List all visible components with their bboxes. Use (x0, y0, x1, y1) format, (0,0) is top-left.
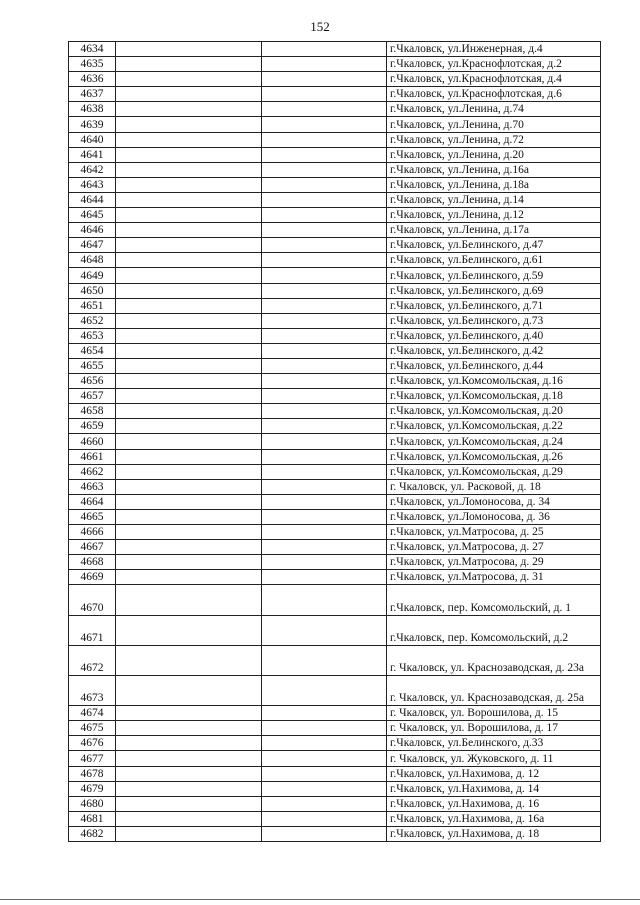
address-cell: г.Чкаловск, ул.Краснофлотская, д.2 (387, 57, 601, 72)
empty-cell (262, 268, 387, 283)
empty-cell (262, 509, 387, 524)
empty-cell (262, 645, 387, 675)
row-number-cell: 4655 (69, 358, 116, 373)
table-row (69, 177, 601, 192)
empty-cell (262, 117, 387, 132)
empty-cell (262, 525, 387, 540)
row-number-cell: 4677 (69, 751, 116, 766)
table-row (69, 811, 601, 826)
empty-cell (262, 464, 387, 479)
address-cell: г.Чкаловск, ул.Белинского, д.61 (387, 253, 601, 268)
address-cell: г.Чкаловск, ул.Белинского, д.40 (387, 328, 601, 343)
empty-cell (116, 72, 262, 87)
address-cell: г.Чкаловск, ул.Матросова, д. 27 (387, 540, 601, 555)
address-cell: г.Чкаловск, ул.Белинского, д.69 (387, 283, 601, 298)
empty-cell (116, 736, 262, 751)
address-cell: г.Чкаловск, пер. Комсомольский, д.2 (387, 615, 601, 645)
address-cell: г.Чкаловск, ул.Комсомольская, д.20 (387, 404, 601, 419)
table-row (69, 358, 601, 373)
address-cell: г.Чкаловск, ул.Комсомольская, д.24 (387, 434, 601, 449)
table-row (69, 540, 601, 555)
row-number-cell: 4649 (69, 268, 116, 283)
row-number-cell: 4657 (69, 389, 116, 404)
row-number-cell: 4680 (69, 796, 116, 811)
address-cell: г.Чкаловск, ул.Матросова, д. 31 (387, 570, 601, 585)
address-cell: г.Чкаловск, ул.Нахимова, д. 16а (387, 811, 601, 826)
address-cell: г.Чкаловск, ул.Ломоносова, д. 36 (387, 509, 601, 524)
empty-cell (262, 389, 387, 404)
address-cell: г. Чкаловск, ул. Жуковского, д. 11 (387, 751, 601, 766)
table-row (69, 87, 601, 102)
table-row (69, 615, 601, 645)
table-body (69, 42, 601, 842)
empty-cell (116, 177, 262, 192)
table-row (69, 675, 601, 705)
table-row (69, 117, 601, 132)
table-row (69, 298, 601, 313)
empty-cell (262, 283, 387, 298)
table-row (69, 766, 601, 781)
empty-cell (262, 826, 387, 841)
row-number-cell: 4676 (69, 736, 116, 751)
row-number-cell: 4660 (69, 434, 116, 449)
row-number-cell: 4638 (69, 102, 116, 117)
row-number-cell: 4667 (69, 540, 116, 555)
table-row (69, 509, 601, 524)
row-number-cell: 4671 (69, 615, 116, 645)
table-row (69, 283, 601, 298)
address-cell: г.Чкаловск, ул.Комсомольская, д.18 (387, 389, 601, 404)
empty-cell (116, 675, 262, 705)
table-row (69, 389, 601, 404)
empty-cell (262, 540, 387, 555)
row-number-cell: 4647 (69, 238, 116, 253)
address-table (68, 41, 601, 842)
address-cell: г.Чкаловск, ул.Белинского, д.33 (387, 736, 601, 751)
row-number-cell: 4651 (69, 298, 116, 313)
table-row (69, 645, 601, 675)
row-number-cell: 4636 (69, 72, 116, 87)
address-cell: г.Чкаловск, ул.Ленина, д.17а (387, 223, 601, 238)
empty-cell (262, 358, 387, 373)
address-cell: г. Чкаловск, ул. Краснозаводская, д. 23а (387, 645, 601, 675)
empty-cell (262, 147, 387, 162)
row-number-cell: 4666 (69, 525, 116, 540)
empty-cell (116, 87, 262, 102)
row-number-cell: 4662 (69, 464, 116, 479)
row-number-cell: 4653 (69, 328, 116, 343)
page-number: 152 (310, 19, 330, 34)
table-row (69, 796, 601, 811)
table-row (69, 192, 601, 207)
empty-cell (262, 57, 387, 72)
address-cell: г.Чкаловск, ул.Ленина, д.18а (387, 177, 601, 192)
empty-cell (116, 464, 262, 479)
table-row (69, 585, 601, 615)
empty-cell (116, 479, 262, 494)
empty-cell (262, 162, 387, 177)
address-cell: г.Чкаловск, ул.Матросова, д. 29 (387, 555, 601, 570)
table-row (69, 404, 601, 419)
empty-cell (116, 268, 262, 283)
address-cell: г.Чкаловск, ул.Белинского, д.47 (387, 238, 601, 253)
empty-cell (262, 781, 387, 796)
empty-cell (262, 736, 387, 751)
empty-cell (116, 811, 262, 826)
row-number-cell: 4641 (69, 147, 116, 162)
empty-cell (116, 162, 262, 177)
table-row (69, 343, 601, 358)
table-row (69, 555, 601, 570)
empty-cell (116, 766, 262, 781)
empty-cell (262, 751, 387, 766)
empty-cell (262, 313, 387, 328)
table-row (69, 449, 601, 464)
empty-cell (116, 328, 262, 343)
empty-cell (262, 585, 387, 615)
empty-cell (262, 132, 387, 147)
row-number-cell: 4642 (69, 162, 116, 177)
row-number-cell: 4639 (69, 117, 116, 132)
empty-cell (116, 132, 262, 147)
address-cell: г.Чкаловск, ул.Краснофлотская, д.4 (387, 72, 601, 87)
address-cell: г.Чкаловск, ул.Ленина, д.74 (387, 102, 601, 117)
table-row (69, 721, 601, 736)
table-row (69, 268, 601, 283)
empty-cell (116, 358, 262, 373)
row-number-cell: 4668 (69, 555, 116, 570)
empty-cell (116, 313, 262, 328)
address-cell: г.Чкаловск, ул.Краснофлотская, д.6 (387, 87, 601, 102)
bottom-rule (0, 899, 640, 900)
empty-cell (116, 102, 262, 117)
address-cell: г. Чкаловск, ул. Ворошилова, д. 15 (387, 706, 601, 721)
row-number-cell: 4665 (69, 509, 116, 524)
table-row (69, 479, 601, 494)
empty-cell (262, 675, 387, 705)
row-number-cell: 4672 (69, 645, 116, 675)
row-number-cell: 4635 (69, 57, 116, 72)
address-cell: г.Чкаловск, ул.Комсомольская, д.26 (387, 449, 601, 464)
row-number-cell: 4637 (69, 87, 116, 102)
table-row (69, 132, 601, 147)
row-number-cell: 4681 (69, 811, 116, 826)
address-cell: г.Чкаловск, ул.Белинского, д.73 (387, 313, 601, 328)
table-row (69, 238, 601, 253)
address-cell: г.Чкаловск, ул.Ленина, д.16а (387, 162, 601, 177)
empty-cell (262, 811, 387, 826)
table-row (69, 374, 601, 389)
empty-cell (116, 57, 262, 72)
address-cell: г.Чкаловск, ул.Ленина, д.20 (387, 147, 601, 162)
empty-cell (262, 208, 387, 223)
empty-cell (116, 253, 262, 268)
table-row (69, 72, 601, 87)
row-number-cell: 4656 (69, 374, 116, 389)
row-number-cell: 4652 (69, 313, 116, 328)
row-number-cell: 4644 (69, 192, 116, 207)
row-number-cell: 4640 (69, 132, 116, 147)
empty-cell (116, 147, 262, 162)
empty-cell (116, 751, 262, 766)
table-row (69, 57, 601, 72)
empty-cell (262, 177, 387, 192)
empty-cell (116, 283, 262, 298)
table-row (69, 328, 601, 343)
empty-cell (262, 223, 387, 238)
table-row (69, 464, 601, 479)
table-row (69, 781, 601, 796)
row-number-cell: 4645 (69, 208, 116, 223)
address-cell: г.Чкаловск, ул.Ленина, д.70 (387, 117, 601, 132)
empty-cell (116, 343, 262, 358)
row-number-cell: 4663 (69, 479, 116, 494)
empty-cell (116, 374, 262, 389)
empty-cell (116, 721, 262, 736)
empty-cell (262, 419, 387, 434)
table-row (69, 494, 601, 509)
address-cell: г.Чкаловск, ул.Нахимова, д. 14 (387, 781, 601, 796)
address-cell: г.Чкаловск, ул.Белинского, д.42 (387, 343, 601, 358)
empty-cell (262, 766, 387, 781)
address-cell: г.Чкаловск, ул.Белинского, д.44 (387, 358, 601, 373)
empty-cell (262, 298, 387, 313)
table-row (69, 434, 601, 449)
empty-cell (262, 87, 387, 102)
row-number-cell: 4674 (69, 706, 116, 721)
table-row (69, 525, 601, 540)
table-row (69, 42, 601, 57)
empty-cell (262, 479, 387, 494)
row-number-cell: 4643 (69, 177, 116, 192)
empty-cell (262, 494, 387, 509)
empty-cell (262, 328, 387, 343)
table-row (69, 570, 601, 585)
row-number-cell: 4673 (69, 675, 116, 705)
address-cell: г.Чкаловск, ул.Ленина, д.14 (387, 192, 601, 207)
table-row (69, 736, 601, 751)
address-cell: г.Чкаловск, ул.Комсомольская, д.29 (387, 464, 601, 479)
address-cell: г.Чкаловск, ул.Ленина, д.72 (387, 132, 601, 147)
address-cell: г.Чкаловск, ул.Белинского, д.59 (387, 268, 601, 283)
row-number-cell: 4634 (69, 42, 116, 57)
empty-cell (116, 781, 262, 796)
empty-cell (116, 796, 262, 811)
table-row (69, 253, 601, 268)
table-row (69, 223, 601, 238)
address-cell: г.Чкаловск, ул.Нахимова, д. 12 (387, 766, 601, 781)
empty-cell (116, 555, 262, 570)
table-row (69, 706, 601, 721)
empty-cell (262, 343, 387, 358)
address-cell: г.Чкаловск, пер. Комсомольский, д. 1 (387, 585, 601, 615)
empty-cell (262, 434, 387, 449)
empty-cell (262, 615, 387, 645)
row-number-cell: 4654 (69, 343, 116, 358)
row-number-cell: 4670 (69, 585, 116, 615)
row-number-cell: 4650 (69, 283, 116, 298)
empty-cell (116, 238, 262, 253)
empty-cell (116, 404, 262, 419)
address-cell: г. Чкаловск, ул. Расковой, д. 18 (387, 479, 601, 494)
row-number-cell: 4675 (69, 721, 116, 736)
empty-cell (262, 706, 387, 721)
empty-cell (262, 449, 387, 464)
empty-cell (116, 615, 262, 645)
empty-cell (262, 72, 387, 87)
address-cell: г.Чкаловск, ул.Ленина, д.12 (387, 208, 601, 223)
empty-cell (116, 223, 262, 238)
empty-cell (262, 102, 387, 117)
row-number-cell: 4669 (69, 570, 116, 585)
empty-cell (116, 208, 262, 223)
empty-cell (262, 374, 387, 389)
address-cell: г.Чкаловск, ул.Белинского, д.71 (387, 298, 601, 313)
empty-cell (262, 570, 387, 585)
table-row (69, 751, 601, 766)
empty-cell (262, 404, 387, 419)
empty-cell (262, 555, 387, 570)
empty-cell (116, 585, 262, 615)
row-number-cell: 4659 (69, 419, 116, 434)
empty-cell (262, 192, 387, 207)
row-number-cell: 4679 (69, 781, 116, 796)
empty-cell (262, 238, 387, 253)
address-cell: г.Чкаловск, ул.Ломоносова, д. 34 (387, 494, 601, 509)
empty-cell (262, 253, 387, 268)
empty-cell (116, 494, 262, 509)
row-number-cell: 4661 (69, 449, 116, 464)
row-number-cell: 4648 (69, 253, 116, 268)
table-row (69, 826, 601, 841)
address-cell: г.Чкаловск, ул.Нахимова, д. 16 (387, 796, 601, 811)
empty-cell (262, 42, 387, 57)
row-number-cell: 4664 (69, 494, 116, 509)
address-cell: г.Чкаловск, ул.Комсомольская, д.16 (387, 374, 601, 389)
empty-cell (116, 509, 262, 524)
table-row (69, 208, 601, 223)
row-number-cell: 4678 (69, 766, 116, 781)
address-cell: г.Чкаловск, ул.Инженерная, д.4 (387, 42, 601, 57)
table-row (69, 313, 601, 328)
empty-cell (116, 826, 262, 841)
row-number-cell: 4682 (69, 826, 116, 841)
address-cell: г. Чкаловск, ул. Ворошилова, д. 17 (387, 721, 601, 736)
empty-cell (116, 449, 262, 464)
table-row (69, 162, 601, 177)
address-cell: г.Чкаловск, ул.Нахимова, д. 18 (387, 826, 601, 841)
empty-cell (116, 389, 262, 404)
row-number-cell: 4646 (69, 223, 116, 238)
address-cell: г.Чкаловск, ул.Матросова, д. 25 (387, 525, 601, 540)
empty-cell (116, 42, 262, 57)
table-row (69, 147, 601, 162)
empty-cell (116, 570, 262, 585)
empty-cell (262, 796, 387, 811)
address-cell: г. Чкаловск, ул. Краснозаводская, д. 25а (387, 675, 601, 705)
empty-cell (116, 192, 262, 207)
empty-cell (116, 706, 262, 721)
empty-cell (116, 298, 262, 313)
empty-cell (116, 645, 262, 675)
empty-cell (116, 540, 262, 555)
row-number-cell: 4658 (69, 404, 116, 419)
empty-cell (116, 117, 262, 132)
table-row (69, 102, 601, 117)
empty-cell (116, 419, 262, 434)
empty-cell (116, 434, 262, 449)
address-cell: г.Чкаловск, ул.Комсомольская, д.22 (387, 419, 601, 434)
empty-cell (116, 525, 262, 540)
empty-cell (262, 721, 387, 736)
table-row (69, 419, 601, 434)
